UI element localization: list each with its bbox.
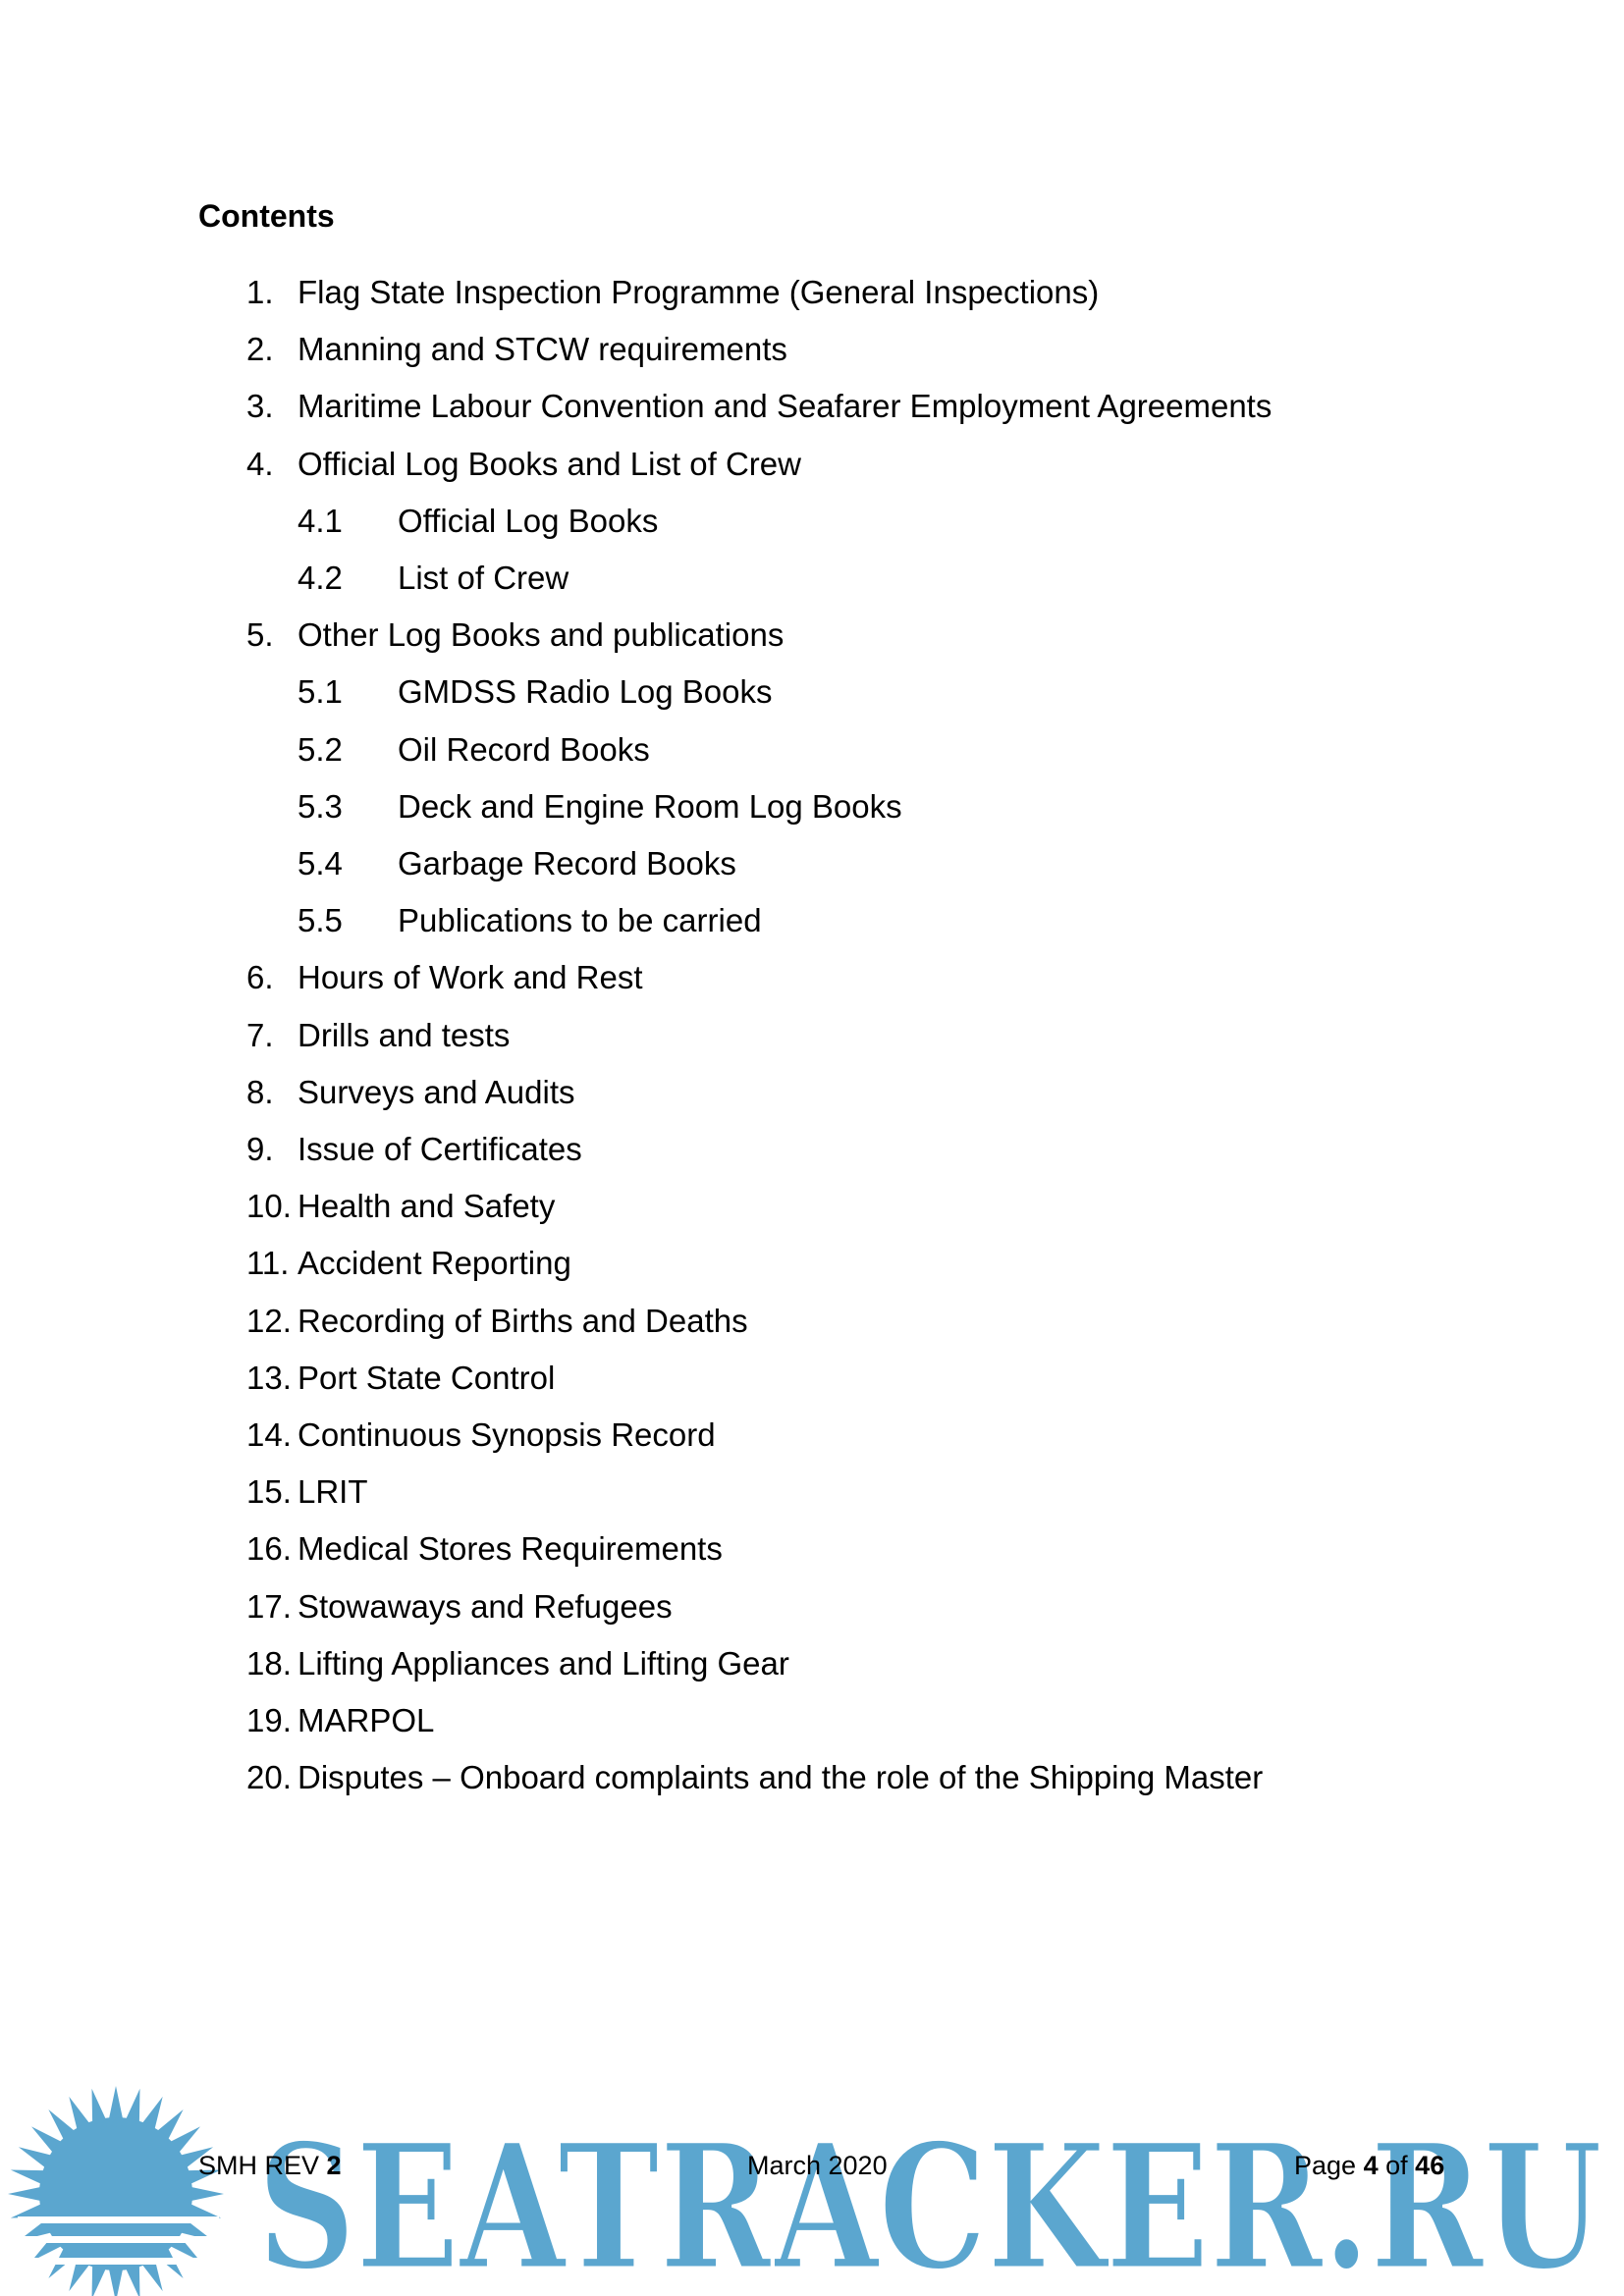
page-title: Contents <box>198 198 335 234</box>
toc-entry-title: GMDSS Radio Log Books <box>398 673 773 711</box>
toc-entry-title: Flag State Inspection Programme (General Inspections) <box>298 274 1100 310</box>
footer-date: March 2020 <box>747 2151 888 2180</box>
footer-doc-ref: SMH REV 2 <box>198 2151 342 2180</box>
toc-entry-number: 8. <box>246 1073 274 1110</box>
toc-entry-title: Hours of Work and Rest <box>298 959 643 996</box>
toc-entry-title: Oil Record Books <box>398 730 650 768</box>
toc-entry-number: 5.3 <box>298 787 343 825</box>
toc-entry-number: 5. <box>246 616 274 654</box>
toc-entry-title: Lifting Appliances and Lifting Gear <box>298 1644 789 1682</box>
toc-entry-title: Deck and Engine Room Log Books <box>398 787 902 825</box>
toc-entry-number: 6. <box>246 959 274 996</box>
toc-entry-number: 17. <box>246 1587 292 1625</box>
toc-entry-number: 12. <box>246 1302 292 1339</box>
toc-entry-number: 13. <box>246 1359 292 1396</box>
toc-entry-number: 5.5 <box>298 902 343 939</box>
toc-entry-number: 16. <box>246 1530 292 1568</box>
toc-entry-number: 1. <box>246 274 274 310</box>
toc-entry-title: Official Log Books <box>398 502 659 539</box>
toc-entry-number: 5.2 <box>298 730 343 768</box>
toc-entry-number: 11. <box>246 1245 290 1282</box>
toc-entry-title: Surveys and Audits <box>298 1073 575 1110</box>
toc-entry-title: Health and Safety <box>298 1188 556 1225</box>
toc-entry-title: List of Crew <box>398 560 569 596</box>
toc-entry-title: Stowaways and Refugees <box>298 1587 673 1625</box>
toc-entry-title: Official Log Books and List of Crew <box>298 445 801 482</box>
toc-entry-title: Garbage Record Books <box>398 845 736 881</box>
toc-entry-number: 4.2 <box>298 560 343 596</box>
toc-entry-title: Drills and tests <box>298 1016 511 1053</box>
toc-entry-title: Accident Reporting <box>298 1245 571 1282</box>
toc-entry-number: 4.1 <box>298 502 343 539</box>
toc-entry-number: 5.1 <box>298 673 343 711</box>
toc-entry-title: Disputes – Onboard complaints and the role of the Shipping Master <box>298 1759 1264 1796</box>
toc-entry-title: Medical Stores Requirements <box>298 1530 723 1568</box>
toc-entry-number: 10. <box>246 1188 292 1225</box>
watermark-text: SEATRACKER.RU <box>257 2106 1602 2296</box>
toc-entry-number: 5.4 <box>298 845 343 881</box>
toc-entry-title: Port State Control <box>298 1359 556 1396</box>
toc-entry-title: Issue of Certificates <box>298 1131 582 1167</box>
toc-entry-title: MARPOL <box>298 1702 435 1738</box>
toc-entry-title: Manning and STCW requirements <box>298 331 787 368</box>
toc-entry-title: Continuous Synopsis Record <box>298 1416 716 1453</box>
toc-entry-title: Maritime Labour Convention and Seafarer Employment Agreements <box>298 388 1272 425</box>
toc-entry-number: 2. <box>246 331 274 368</box>
toc-entry-number: 4. <box>246 445 274 482</box>
toc-entry-title: LRIT <box>298 1473 368 1511</box>
toc-entry-number: 14. <box>246 1416 292 1453</box>
toc-entry-number: 20. <box>246 1759 292 1796</box>
toc-entry-number: 15. <box>246 1473 292 1511</box>
toc-entry-number: 18. <box>246 1644 292 1682</box>
sun-icon <box>8 2086 224 2296</box>
toc-entry-number: 19. <box>246 1702 292 1738</box>
toc-entry-number: 7. <box>246 1016 274 1053</box>
toc-entry-title: Publications to be carried <box>398 902 762 939</box>
watermark <box>0 2071 1624 2296</box>
toc-entry-title: Other Log Books and publications <box>298 616 785 654</box>
footer-rev-number: 2 <box>326 2151 342 2180</box>
toc-entry-title: Recording of Births and Deaths <box>298 1302 748 1339</box>
footer-page-number: Page 4 of 46 <box>1294 2151 1445 2180</box>
toc-entry-number: 9. <box>246 1131 274 1167</box>
toc-entry-number: 3. <box>246 388 274 425</box>
